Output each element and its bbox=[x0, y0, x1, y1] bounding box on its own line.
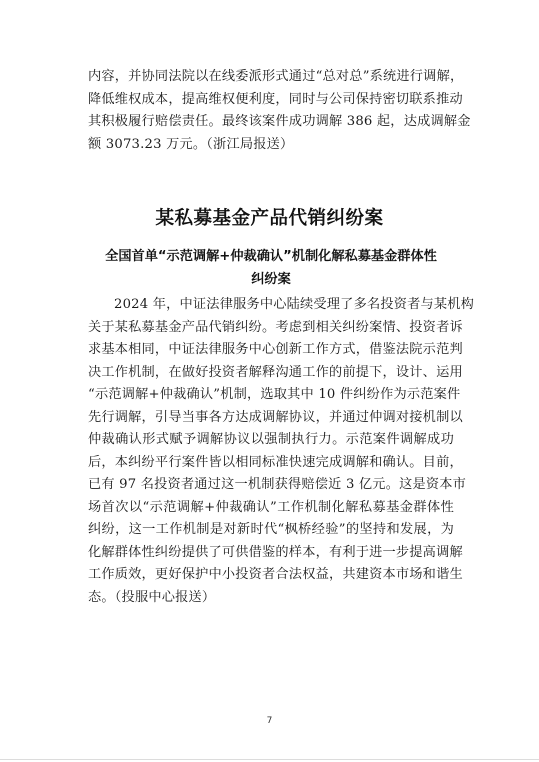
page-number: 7 bbox=[266, 716, 273, 726]
paragraph-line: 求基本相同，中证法律服务中心创新工作方式，借鉴法院示范判 bbox=[88, 342, 463, 357]
paragraph-line: 后，本纠纷平行案件皆以相同标准快速完成调解和确认。目前， bbox=[88, 454, 463, 470]
body-paragraph bbox=[88, 294, 475, 609]
paragraph-line: 仲裁确认形式赋予调解协议以强制执行力。示范案件调解成功 bbox=[88, 432, 454, 447]
paragraph-line: 内容，并协同法院以在线委派形式通过“总对总”系统进行调解， bbox=[88, 69, 464, 84]
paragraph-line: 化解群体性纠纷提供了可供借鉴的样本，有利于进一步提高调解 bbox=[88, 544, 463, 560]
paragraph-line: 决工作机制，在做好投资者解释沟通工作的前提下，设计、运用 bbox=[88, 364, 463, 380]
paragraph-line: 工作质效，更好保护中小投资者合法权益，共建资本市场和谐生 bbox=[88, 567, 463, 582]
paragraph-line: 关于某私募基金产品代销纠纷。考虑到相关纠纷案情、投资者诉 bbox=[88, 319, 463, 335]
paragraph-line: 已有 97 名投资者通过这一机制获得赔偿近 3 亿元。这是资本市 bbox=[88, 477, 467, 492]
paragraph-line: 场首次以“示范调解+仲裁确认”工作机制化解私募基金群体性 bbox=[88, 499, 454, 515]
case-subtitle bbox=[88, 245, 454, 291]
paragraph-line: 2024 年，中证法律服务中心陆续受理了多名投资者与某机构 bbox=[114, 297, 475, 312]
paragraph-line: 先行调解，引导当事各方达成调解协议，并通过仲调对接机制以 bbox=[88, 409, 463, 425]
subtitle-line: 纠纷案 bbox=[251, 272, 291, 287]
case-title: 某私募基金产品代销纠纷案 bbox=[155, 208, 384, 229]
paragraph-line: 态。（投服中心报送） bbox=[88, 589, 216, 605]
paragraph-line: 降低维权成本，提高维权便利度，同时与公司保持密切联系推动 bbox=[88, 91, 463, 107]
paragraph-line: “示范调解+仲裁确认”机制，选取其中 10 件纠纷作为示范案件 bbox=[88, 387, 461, 402]
paragraph-line: 额 3073.23 万元。（浙江局报送） bbox=[88, 136, 294, 152]
paragraph-line: 其积极履行赔偿责任。最终该案件成功调解 386 起，达成调解金 bbox=[88, 114, 471, 129]
continued-paragraph bbox=[88, 66, 471, 156]
page-bottom-edge bbox=[0, 759, 539, 760]
subtitle-line: 全国首单“示范调解+仲裁确认”机制化解私募基金群体性 bbox=[105, 249, 437, 264]
paragraph-line: 纠纷，这一工作机制是对新时代“枫桥经验”的坚持和发展，为 bbox=[88, 522, 454, 537]
